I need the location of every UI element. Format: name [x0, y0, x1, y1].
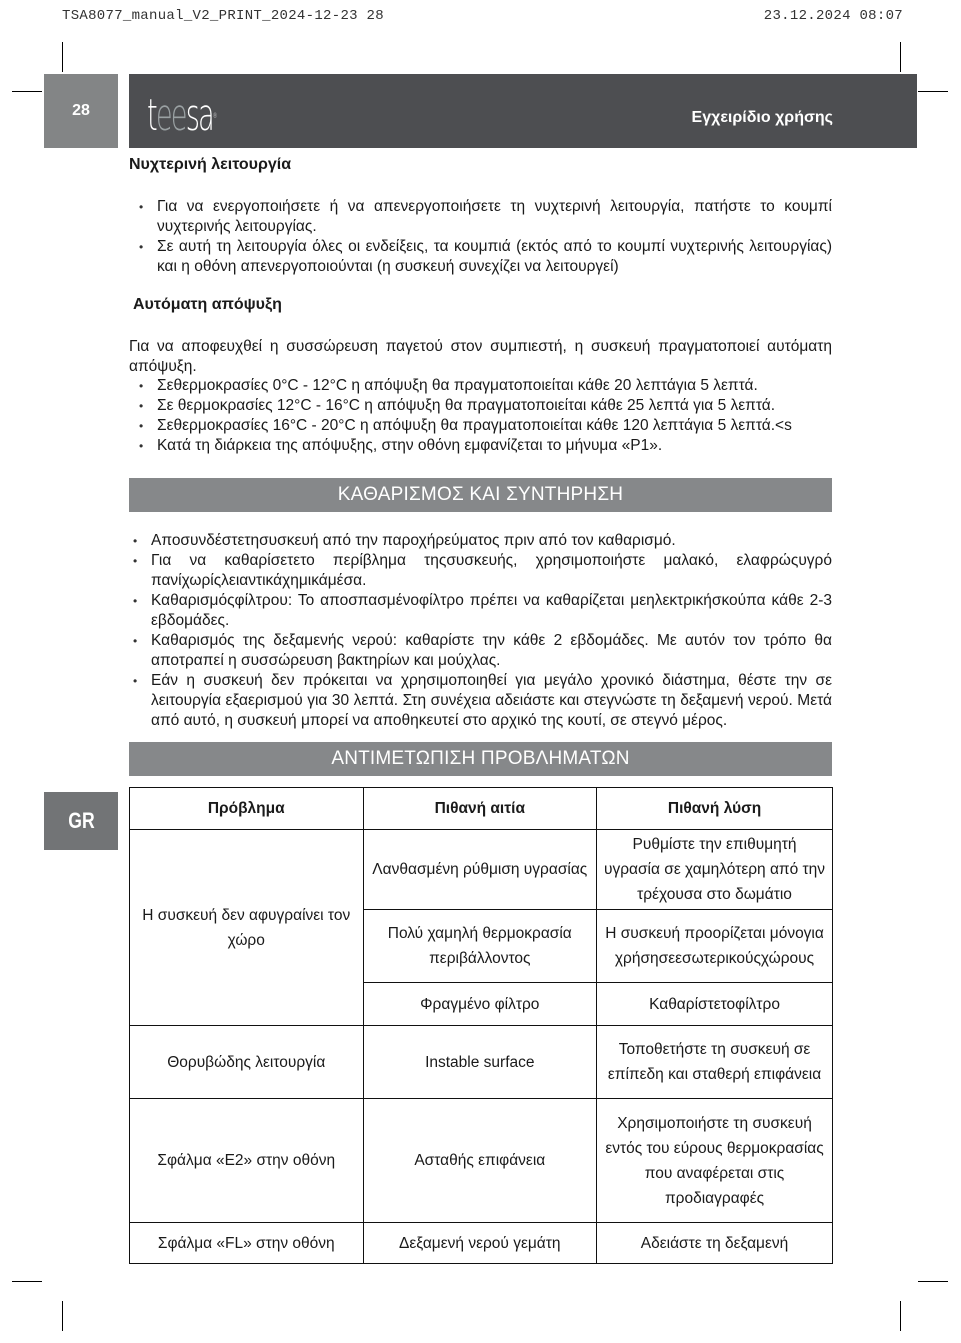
table-row — [130, 1099, 833, 1223]
crop-mark — [918, 1281, 948, 1282]
crop-mark — [900, 42, 901, 72]
table-row — [130, 830, 833, 910]
problem-cell: Θορυβώδης λειτουργία — [130, 1026, 364, 1099]
problem-cell: Σφάλμα «FL» στην οθόνη — [130, 1223, 364, 1264]
solution-cell: Τοποθετήστε τη συσκευή σε επίπεδη και σταθερή επιφάνεια — [597, 1026, 833, 1099]
manual-title: Εγχειρίδιο χρήσης — [691, 109, 833, 126]
teesa-logo: teesa® — [147, 90, 218, 141]
solution-cell: Αδειάστε τη δεξαμενή — [597, 1223, 833, 1264]
page-header — [129, 74, 917, 148]
section-header-troubleshooting: ΑΝΤΙΜΕΤΩΠΙΣΗ ΠΡΟΒΛΗΜΑΤΩΝ — [129, 742, 832, 776]
table-header-row — [130, 788, 833, 830]
cause-cell: Φραγμένο φίλτρο — [363, 983, 597, 1026]
list-item: • Καθαρισμόςφίλτρου: Το αποσπασμένοφίλτρο πρέπει να καθαρίζεται μεηλεκτρικήσκούπα κάθε 2-3 εβδομάδες. — [129, 591, 832, 631]
cause-cell: Λανθασμένη ρύθμιση υγρασίας — [363, 830, 597, 910]
cleaning-list — [129, 531, 832, 731]
problem-cell: Η συσκευή δεν αφυγραίνει τον χώρο — [130, 830, 364, 1026]
column-header-problem: Πρόβλημα — [130, 788, 364, 830]
auto-defrost-intro: Για να αποφευχθεί η συσσώρευση παγετού στον συμπιεστή, η συσκευή πραγματοποιεί αυτόματη απόψυξη. — [129, 338, 832, 375]
crop-mark — [918, 91, 948, 92]
page-number: 28 — [44, 74, 118, 148]
print-slug-filename: TSA8077_manual_V2_PRINT_2024-12-23 28 — [62, 8, 384, 24]
list-item: • Σεθερμοκρασίες 0°C - 12°C η απόψυξη θα πραγματοποιείται κάθε 20 λεπτάγια 5 λεπτά. — [135, 376, 835, 396]
column-header-solution: Πιθανή λύση — [597, 788, 833, 830]
cause-cell: Instable surface — [363, 1026, 597, 1099]
list-item: • Κατά τη διάρκεια της απόψυξης, στην οθόνη εμφανίζεται το μήνυμα «P1». — [135, 436, 835, 456]
section-header-cleaning: ΚΑΘΑΡΙΣΜΟΣ ΚΑΙ ΣΥΝΤΗΡΗΣΗ — [129, 478, 832, 512]
column-header-cause: Πιθανή αιτία — [363, 788, 597, 830]
solution-cell: Χρησιμοποιήστε τη συσκευή εντός του εύρους θερμοκρασίας που αναφέρεται στις προδιαγραφές — [597, 1099, 833, 1223]
auto-defrost-list — [135, 376, 835, 456]
list-item: • Για να καθαρίσετετο περίβλημα τηςσυσκευής, χρησιμοποιήστε μαλακό, ελαφρώςυγρό πανίχωρίςλειαντικάχημικάμέσα. — [129, 551, 832, 591]
crop-mark — [12, 1281, 42, 1282]
crop-mark — [12, 91, 42, 92]
problem-cell: Σφάλμα «E2» στην οθόνη — [130, 1099, 364, 1223]
print-slug-timestamp: 23.12.2024 08:07 — [763, 8, 903, 24]
crop-mark — [62, 42, 63, 72]
cause-cell: Ασταθής επιφάνεια — [363, 1099, 597, 1223]
night-mode-list — [135, 197, 832, 277]
language-tab: GR — [44, 792, 118, 850]
solution-cell: Η συσκευή προορίζεται μόνογια χρήσησεεσωτερικούςχώρους — [597, 910, 833, 983]
cause-cell: Δεξαμενή νερού γεμάτη — [363, 1223, 597, 1264]
table-row — [130, 1223, 833, 1264]
list-item: • Αποσυνδέστετησυσκευή από την παροχήρεύματος πριν από τον καθαρισμό. — [129, 531, 832, 551]
auto-defrost-heading: Αυτόματη απόψυξη — [133, 296, 282, 313]
list-item: • Σε αυτή τη λειτουργία όλες οι ενδείξεις, τα κουμπιά (εκτός από το κουμπί νυχτερινής λειτουργίας) και η οθόνη απενεργοποιούνται (η συσκευή συνεχίζει να λειτουργεί) — [135, 237, 832, 277]
solution-cell: Ρυθμίστε την επιθυμητή υγρασία σε χαμηλότερη από την τρέχουσα στο δωμάτιο — [597, 830, 833, 910]
night-mode-heading: Νυχτερινή λειτουργία — [129, 156, 292, 173]
list-item: • Καθαρισμός της δεξαμενής νερού: καθαρίστε την κάθε 2 εβδομάδες. Με αυτόν τον τρόπο θα αποτραπεί η συσσώρευση βακτηρίων και μούχλας. — [129, 631, 832, 671]
list-item: • Για να ενεργοποιήσετε ή να απενεργοποιήσετε τη νυχτερινή λειτουργία, πατήστε το κουμπί νυχτερινής λειτουργίας. — [135, 197, 832, 237]
cause-cell: Πολύ χαμηλή θερμοκρασία περιβάλλοντος — [363, 910, 597, 983]
list-item: • Εάν η συσκευή δεν πρόκειται να χρησιμοποιηθεί για μεγάλο χρονικό διάστημα, θέστε την σε λειτουργία εξαερισμού για 30 λεπτά. Στη συνέχεια αδειάστε και στεγνώστε τη δεξαμενή νερού. Μετά από αυτό, η συσκευή μπορεί να αποθηκευτεί στο αρχικό της κουτί, σε στεγνό μέρος. — [129, 671, 832, 731]
troubleshooting-table — [129, 787, 833, 1264]
crop-mark — [62, 1301, 63, 1331]
solution-cell: Καθαρίστετοφίλτρο — [597, 983, 833, 1026]
table-row — [130, 1026, 833, 1099]
crop-mark — [900, 1301, 901, 1331]
list-item: • Σεθερμοκρασίες 16°C - 20°C η απόψυξη θα πραγματοποιείται κάθε 120 λεπτάγια 5 λεπτά.<s — [135, 416, 835, 436]
list-item: • Σε θερμοκρασίες 12°C - 16°C η απόψυξη θα πραγματοποιείται κάθε 25 λεπτά για 5 λεπτά. — [135, 396, 835, 416]
